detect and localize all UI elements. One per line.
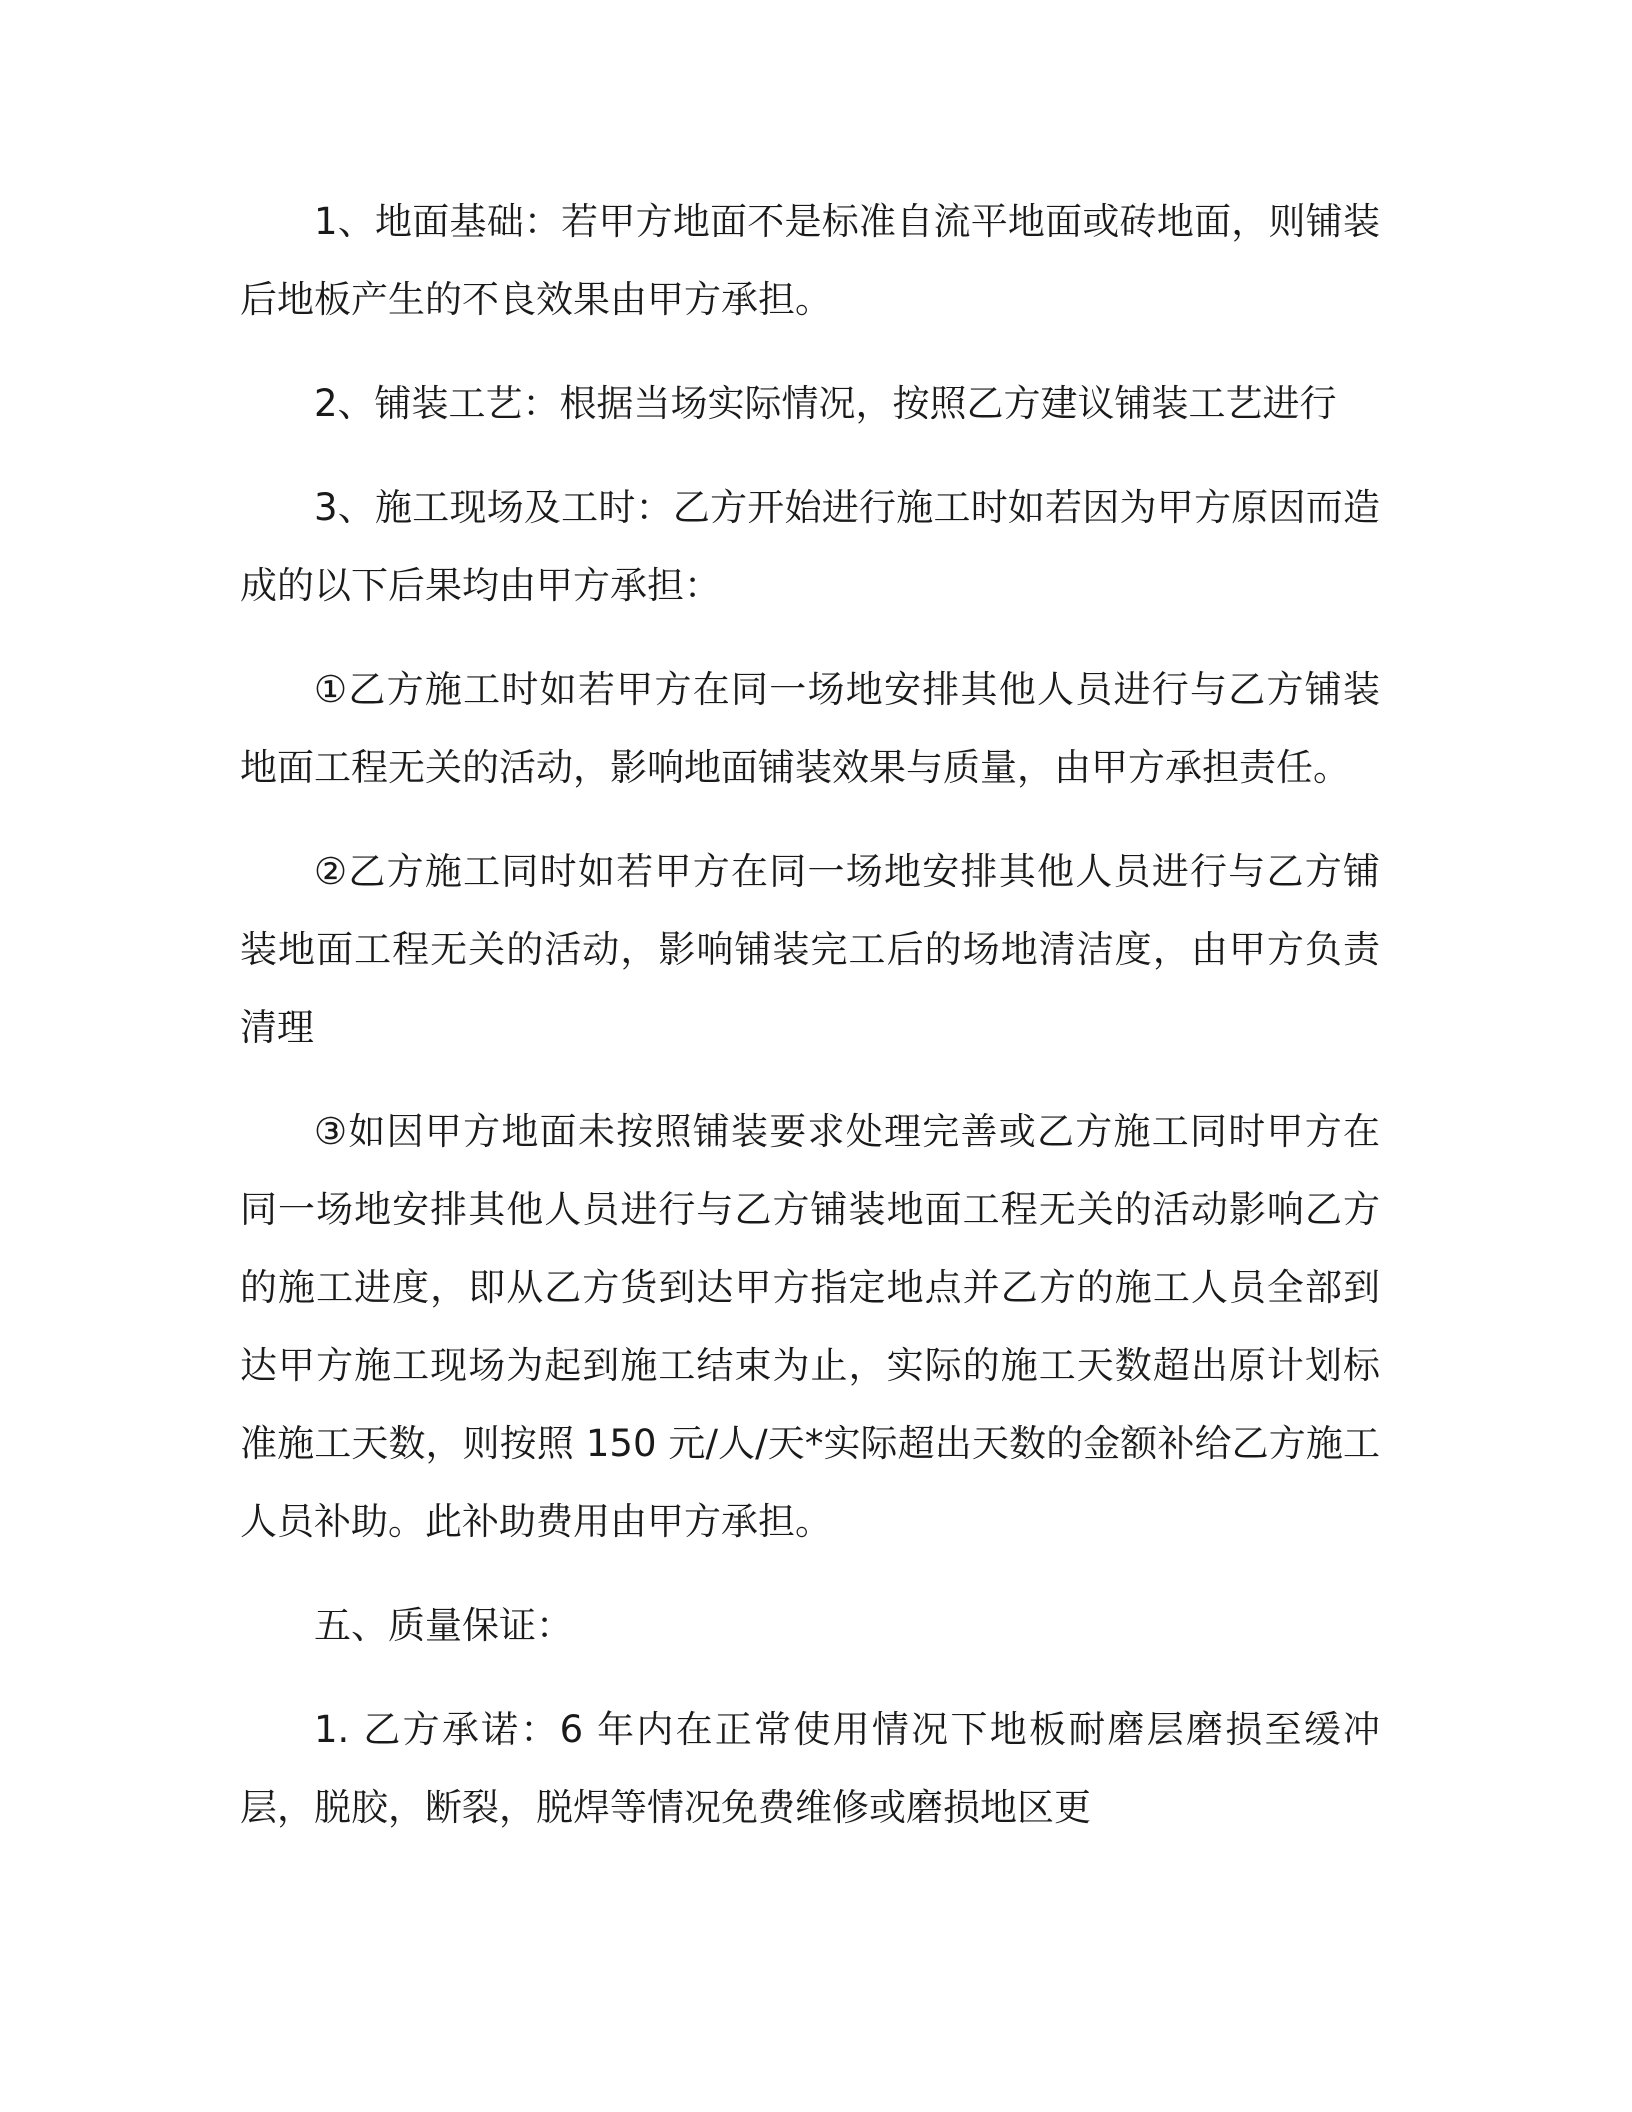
sub-clause-2: ②乙方施工同时如若甲方在同一场地安排其他人员进行与乙方铺装地面工程无关的活动，影响铺装完工后的场地清洁度，由甲方负责清理	[240, 850, 1380, 1049]
sub-clause-3: ③如因甲方地面未按照铺装要求处理完善或乙方施工同时甲方在同一场地安排其他人员进行与乙方铺装地面工程无关的活动影响乙方的施工进度，即从乙方货到达甲方指定地点并乙方的施工人员全部到达甲方施工现场为起到施工结束为止，实际的施工天数超出原计划标准施工天数，则按照 150 元/人/天*实际超出天数的金额补给乙方施工人员补助。此补助费用由甲方承担。	[240, 1110, 1380, 1543]
clause-floor-foundation: 1、地面基础：若甲方地面不是标准自流平地面或砖地面，则铺装后地板产生的不良效果由甲方承担。	[240, 200, 1380, 321]
clause-quality-promise: 1. 乙方承诺：6 年内在正常使用情况下地板耐磨层磨损至缓冲层，脱胶，断裂，脱焊等情况免费维修或磨损地区更	[240, 1708, 1380, 1829]
clause-site-and-hours: 3、施工现场及工时：乙方开始进行施工时如若因为甲方原因而造成的以下后果均由甲方承担：	[240, 486, 1380, 607]
section-heading-quality: 五、质量保证：	[314, 1604, 573, 1647]
sub-clause-1: ①乙方施工时如若甲方在同一场地安排其他人员进行与乙方铺装地面工程无关的活动，影响地面铺装效果与质量，由甲方承担责任。	[240, 668, 1380, 789]
clause-paving-process: 2、铺装工艺：根据当场实际情况，按照乙方建议铺装工艺进行	[314, 382, 1337, 425]
document-body	[240, 183, 1380, 1873]
